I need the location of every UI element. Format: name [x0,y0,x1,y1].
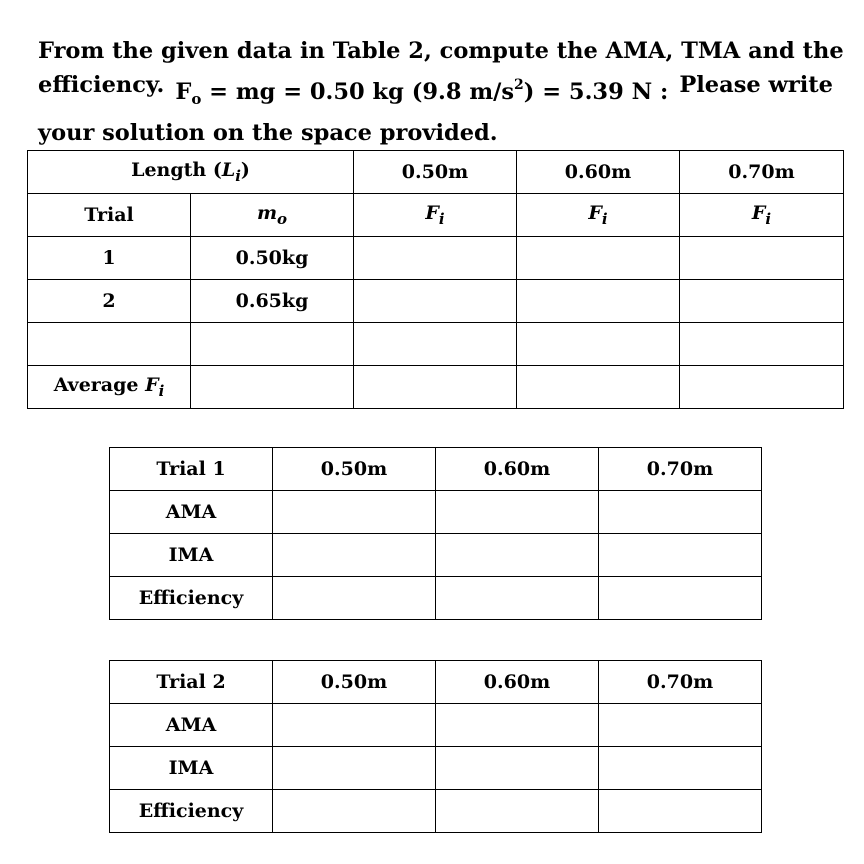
length-close: ) [240,159,250,181]
answer-cell[interactable] [273,704,436,747]
length-header [28,151,354,194]
empty-cell[interactable] [354,323,517,366]
empty-cell[interactable] [517,323,680,366]
trial1-table [109,447,762,620]
efficiency-label: Efficiency [110,577,273,620]
force-input-cell[interactable] [680,280,844,323]
formula-F: F [175,79,192,105]
trial2-header-row [110,661,762,704]
length-col-1: 0.50m [354,151,517,194]
mass-cell: 0.50kg [191,237,354,280]
empty-cell[interactable] [28,323,191,366]
force-header-1 [354,194,517,237]
average-text: Average [53,374,146,396]
answer-cell[interactable] [436,534,599,577]
trial2-ama-row [110,704,762,747]
force-header-3 [680,194,844,237]
formula-sub-o: o [191,90,202,108]
trial2-length-1: 0.50m [273,661,436,704]
line2-a: efficiency. [38,72,165,98]
trial1-title: Trial 1 [110,448,273,491]
line1-text: From the given data in Table 2, compute the AMA, TMA and the [38,38,844,64]
table-row [28,237,844,280]
average-cell[interactable] [354,366,517,409]
instructions-line-3: your solution on the space provided. [38,120,498,146]
force-formula [175,68,668,116]
answer-cell[interactable] [436,747,599,790]
answer-cell[interactable] [436,491,599,534]
ima-label: IMA [110,534,273,577]
force-sym: F [425,202,439,224]
ima-label: IMA [110,747,273,790]
force-input-cell[interactable] [680,237,844,280]
ama-label: AMA [110,491,273,534]
answer-cell[interactable] [436,704,599,747]
formula-eq2: ) = 5.39 N : [523,79,669,105]
average-sub: i [158,382,165,400]
length-sub: i [235,167,241,185]
force-header-2 [517,194,680,237]
trial1-header-row [110,448,762,491]
trial1-length-3: 0.70m [599,448,762,491]
ama-label: AMA [110,704,273,747]
trial-cell: 2 [28,280,191,323]
mass-header [191,194,354,237]
answer-cell[interactable] [436,577,599,620]
force-sym: F [751,202,766,224]
length-header-row [28,151,844,194]
line2-b: Please write [679,72,833,98]
trial2-length-2: 0.60m [436,661,599,704]
trial1-ima-row [110,534,762,577]
mass-sub: o [277,210,288,228]
trial2-ima-row [110,747,762,790]
answer-cell[interactable] [273,534,436,577]
trial-cell: 1 [28,237,191,280]
average-row [28,366,844,409]
force-input-cell[interactable] [517,280,680,323]
answer-cell[interactable] [599,534,762,577]
instructions [38,34,844,150]
average-sym: F [145,374,159,396]
answer-cell[interactable] [599,790,762,833]
trial2-length-3: 0.70m [599,661,762,704]
average-cell[interactable] [517,366,680,409]
answer-cell[interactable] [599,747,762,790]
subheader-row [28,194,844,237]
answer-cell[interactable] [273,790,436,833]
trial2-efficiency-row [110,790,762,833]
instructions-line-2 [38,68,833,116]
trial-header: Trial [28,194,191,237]
force-sub: i [438,210,445,228]
force-sub: i [765,210,772,228]
force-sub: i [601,210,608,228]
trial2-title: Trial 2 [110,661,273,704]
average-label [28,366,191,409]
efficiency-label: Efficiency [110,790,273,833]
answer-cell[interactable] [273,491,436,534]
trial1-length-1: 0.50m [273,448,436,491]
table-row-empty [28,323,844,366]
table-row [28,280,844,323]
trial2-table [109,660,762,833]
force-input-cell[interactable] [354,280,517,323]
trial1-ama-row [110,491,762,534]
answer-cell[interactable] [599,577,762,620]
force-input-cell[interactable] [354,237,517,280]
length-col-2: 0.60m [517,151,680,194]
data-table [27,150,844,409]
answer-cell[interactable] [599,491,762,534]
mass-cell: 0.65kg [191,280,354,323]
instructions-line-1 [38,34,844,68]
length-text: Length ( [131,159,222,181]
answer-cell[interactable] [273,747,436,790]
trial1-length-2: 0.60m [436,448,599,491]
average-cell[interactable] [191,366,354,409]
force-input-cell[interactable] [517,237,680,280]
force-sym: F [588,202,602,224]
formula-eq1: = mg = 0.50 kg (9.8 m/s [201,79,515,105]
trial1-efficiency-row [110,577,762,620]
length-col-3: 0.70m [680,151,844,194]
formula-sup-2: 2 [514,77,524,93]
answer-cell[interactable] [436,790,599,833]
answer-cell[interactable] [273,577,436,620]
mass-sym: m [256,202,278,224]
empty-cell[interactable] [680,323,844,366]
length-sym: L [221,159,236,181]
empty-cell[interactable] [191,323,354,366]
answer-cell[interactable] [599,704,762,747]
average-cell[interactable] [680,366,844,409]
